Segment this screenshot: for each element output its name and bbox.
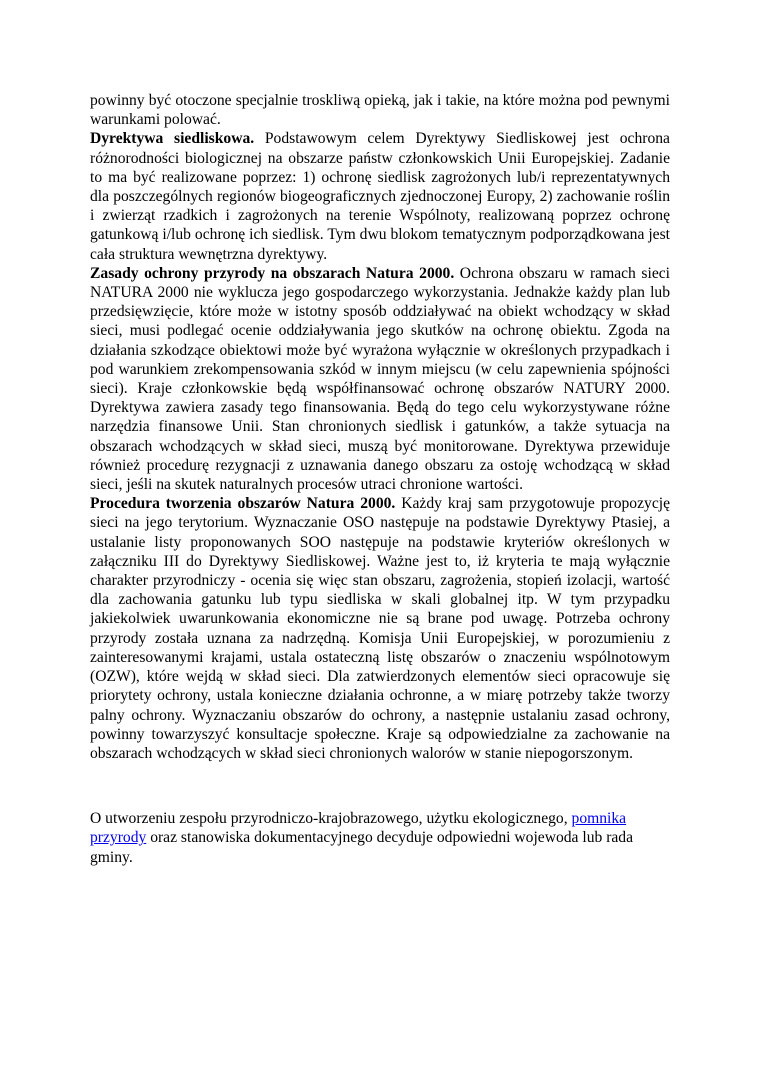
- section-heading: Zasady ochrony przyrody na obszarach Natura 2000.: [90, 264, 455, 282]
- section-body: Każdy kraj sam przygotowuje propozycję sieci na jego terytorium. Wyznaczanie OSO następuje na podstawie Dyrektywy Ptasiej, a ustalanie listy proponowanych SOO następuje na podstawie kryteriów określonych w załączniku III do Dyrektywy Siedliskowej. Ważne jest to, iż kryteria te mają wyłącznie charakter przyrodniczy - ocenia się więc stan obszaru, zagrożenia, stopień izolacji, wartość dla zachowania gatunku lub typu siedliska w skali globalnej itp. W tym przypadku jakiekolwiek uwarunkowania ekonomiczne nie są brane pod uwagę. Potrzeba ochrony przyrody została uznana za nadrzędną. Komisja Unii Europejskiej, w porozumieniu z zainteresowanymi krajami, ustala ostateczną listę obszarów o znaczeniu wspólnotowym (OZW), które wejdą w skład sieci. Dla zatwierdzonych elementów sieci opracowuje się priorytety ochrony, ustala konieczne działania ochronne, a w miarę potrzeby także tworzy palny ochrony. Wyznaczaniu obszarów do ochrony, a następnie ustalaniu zasad ochrony, powinny towarzyszyć konsultacje społeczne. Kraje są odpowiedzialne za zachowanie na obszarach wchodzących w skład sieci chronionych walorów w stanie niepogorszonym.: [90, 495, 670, 762]
- nature-monument-link[interactable]: pomnika przyrody: [90, 810, 627, 847]
- section-protection-rules: [90, 264, 670, 494]
- closing-paragraph: [90, 809, 670, 867]
- section-habitats-directive: [90, 129, 670, 263]
- document-page: [90, 91, 670, 867]
- closing-text-after: oraz stanowiska dokumentacyjnego decyduje odpowiedni wojewoda lub rada gminy.: [90, 829, 634, 866]
- section-body: Ochrona obszaru w ramach sieci NATURA 2000 nie wyklucza jego gospodarczego wykorzystania. Jednakże każdy plan lub przedsięwzięcie, które może w istotny sposób oddziaływać na obiekt wchodzący w skład sieci, musi podlegać ocenie oddziaływania jego skutków na ochronę obiektu. Zgoda na działania szkodzące obiektowi może być wyrażona wyłącznie w określonych przypadkach i pod warunkiem zrekompensowania szkód w innym miejscu (w celu zapewnienia spójności sieci). Kraje członkowskie będą współfinansować ochronę obszarów NATURY 2000. Dyrektywa zawiera zasady tego finansowania. Będą do tego celu wykorzystywane różne narzędzia finansowe Unii. Stan chronionych siedlisk i gatunków, a także sytuacja na obszarach wchodzących w skład sieci, muszą być monitorowane. Dyrektywa przewiduje również procedurę rezygnacji z uznawania danego obszaru za ostoję wchodzącą w skład sieci, jeśli na skutek naturalnych procesów utraci chronione wartości.: [90, 264, 670, 494]
- closing-text-before: O utworzeniu zespołu przyrodniczo-krajobrazowego, użytku ekologicznego,: [90, 810, 572, 828]
- section-designation-procedure: [90, 494, 670, 763]
- paragraph-spacer: [90, 763, 670, 809]
- section-heading: Dyrektywa siedliskowa.: [90, 130, 255, 148]
- section-heading: Procedura tworzenia obszarów Natura 2000.: [90, 495, 396, 513]
- section-body: Podstawowym celem Dyrektywy Siedliskowej jest ochrona różnorodności biologicznej na obszarze państw członkowskich Unii Europejskiej. Zadanie to ma być realizowane poprzez: 1) ochronę siedlisk zagrożonych lub/i reprezentatywnych dla poszczególnych regionów biogeograficznych zjednoczonej Europy, 2) zachowanie roślin i zwierząt rzadkich i zagrożonych na terenie Wspólnoty, realizowaną poprzez ochronę gatunkową i/lub ochronę ich siedlisk. Tym dwu blokom tematycznym podporządkowana jest cała struktura wewnętrzna dyrektywy.: [90, 130, 670, 263]
- intro-paragraph: powinny być otoczone specjalnie troskliwą opieką, jak i takie, na które można pod pewnymi warunkami polować.: [90, 92, 670, 129]
